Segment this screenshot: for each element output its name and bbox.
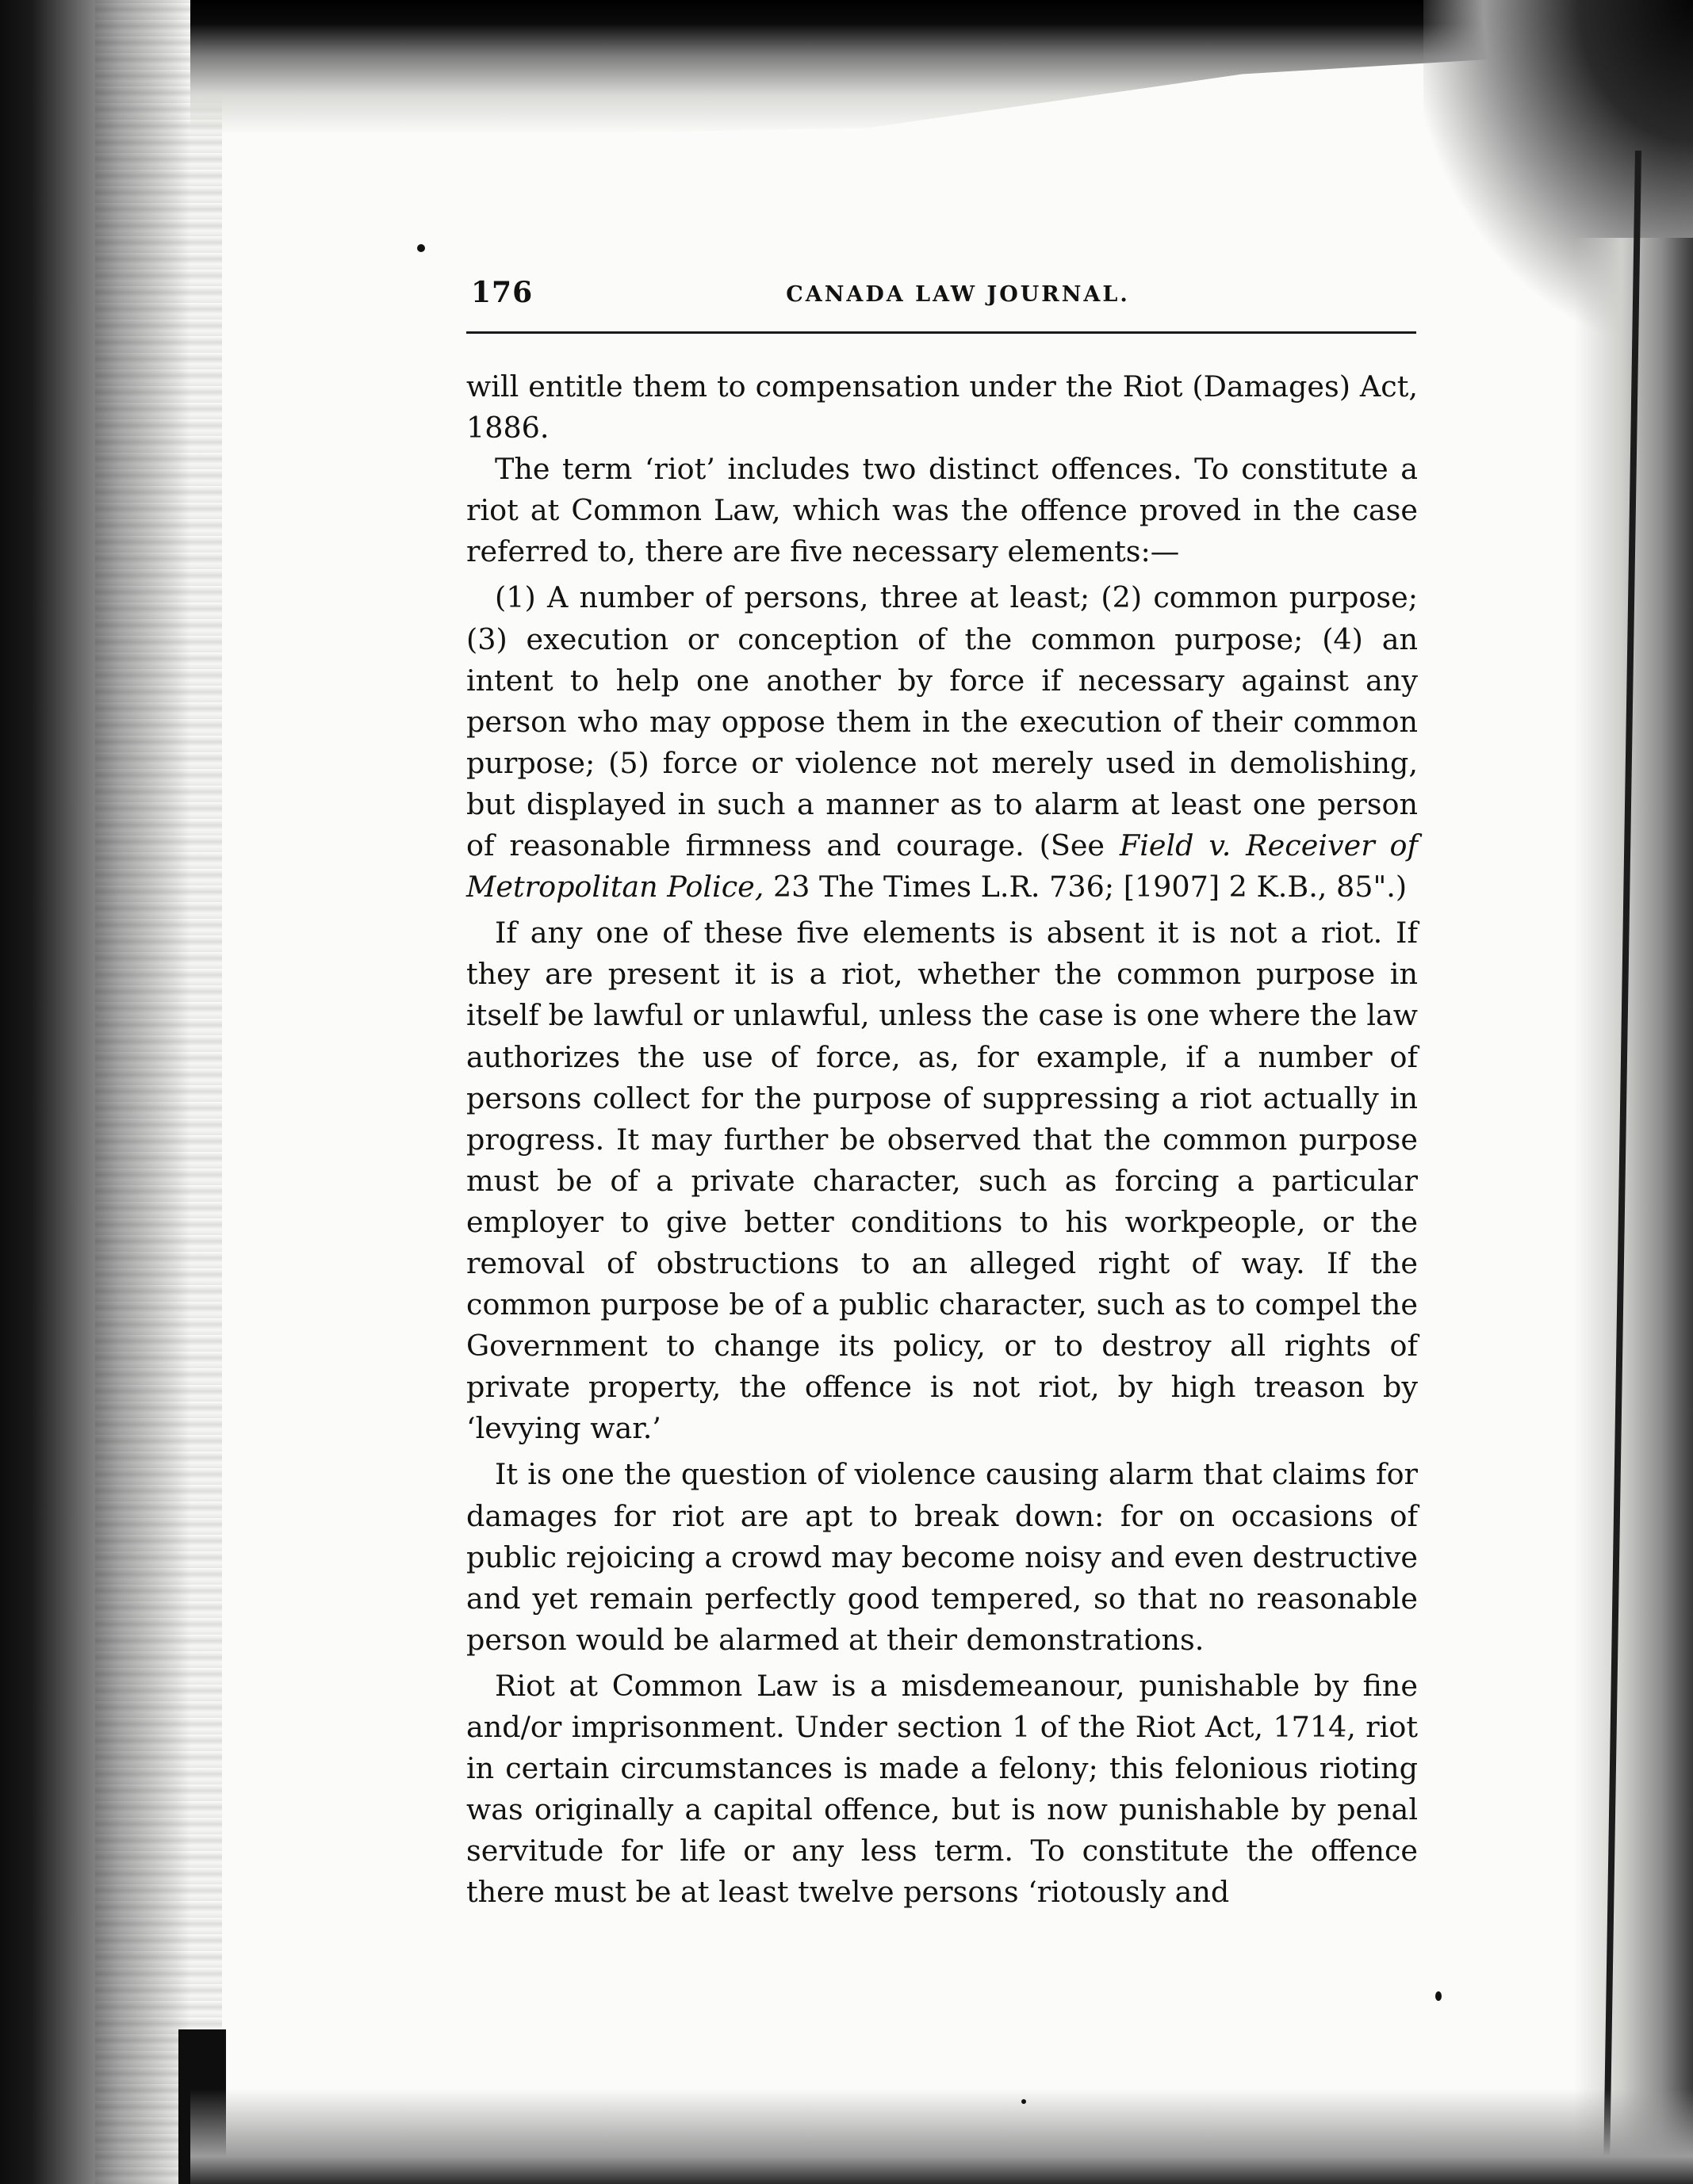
- running-head: CANADA LAW JOURNAL.: [786, 282, 1130, 307]
- page-number: 176: [471, 276, 534, 309]
- paragraph-absent-element: If any one of these five elements is absent it is not a riot. If they are present it is a riot, whether the common purpose in itself be lawful or unlawful, unless the case is one where the law authorizes the use of force, as, for example, if a number of persons collect for the purpose of suppressing a riot actually in progress. It may further be observed that the common purpose must be of a private character, such as forcing a particular employer to give better conditions to his workpeople, or the removal of obstructions to an alleged right of way. If the common purpose be of a public character, such as to compel the Government to change its policy, or to destroy all rights of private property, the offence is not riot, by high treason by ‘levying war.’: [466, 916, 1418, 1446]
- scan-speck: [417, 244, 425, 252]
- scan-speck: [1021, 2099, 1026, 2104]
- binding-texture: [95, 0, 222, 2184]
- citation-reference: 23 The Times L.R. 736; [1907] 2 K.B., 85".): [764, 870, 1408, 905]
- paragraph-continued: will entitle them to compensation under the Riot (Damages) Act, 1886.: [466, 369, 1418, 446]
- elements-text: (1) A number of persons, three at least; (2) common purpose; (3) execution or conception of the common purpose; (4) an intent to help one another by force if necessary against any person who may oppose them in the execution of their common purpose; (5) force or violence not merely used in demolishing, but displayed in such a manner as to alarm at least one person of reasonable firmness and courage. (See: [466, 580, 1418, 863]
- paragraph-riot-act: Riot at Common Law is a misdemeanour, punishable by fine and/or imprisonment. Under section 1 of the Riot Act, 1714, riot in certain circumstances is made a felony; this felonious rioting was originally a capital offence, but is now punishable by penal servitude for life or any less term. To constitute the offence there must be at least twelve persons ‘riotously and: [466, 1668, 1418, 1910]
- paragraph-violence-alarm: It is one the question of violence causing alarm that claims for damages for riot are apt to break down: for on occasions of public rejoicing a crowd may become noisy and even destructive and yet remain perfectly good tempered, so that no reasonable person would be alarmed at their demonstrations.: [466, 1457, 1418, 1657]
- header-rule: [466, 331, 1416, 334]
- page-header: [466, 276, 1418, 323]
- scan-speck: [1435, 1991, 1442, 2001]
- case-citation: Field v. Receiver of Metropolitan Police,: [466, 828, 1419, 905]
- paragraph-riot-definition: The term ‘riot’ includes two distinct offences. To constitute a riot at Common Law, which was the offence proved in the case referred to, there are five necessary elements:—: [466, 452, 1418, 569]
- paragraph-five-elements: [466, 577, 1418, 908]
- scan-bottom-edge: [190, 2089, 1693, 2184]
- article-body: [466, 366, 1418, 1913]
